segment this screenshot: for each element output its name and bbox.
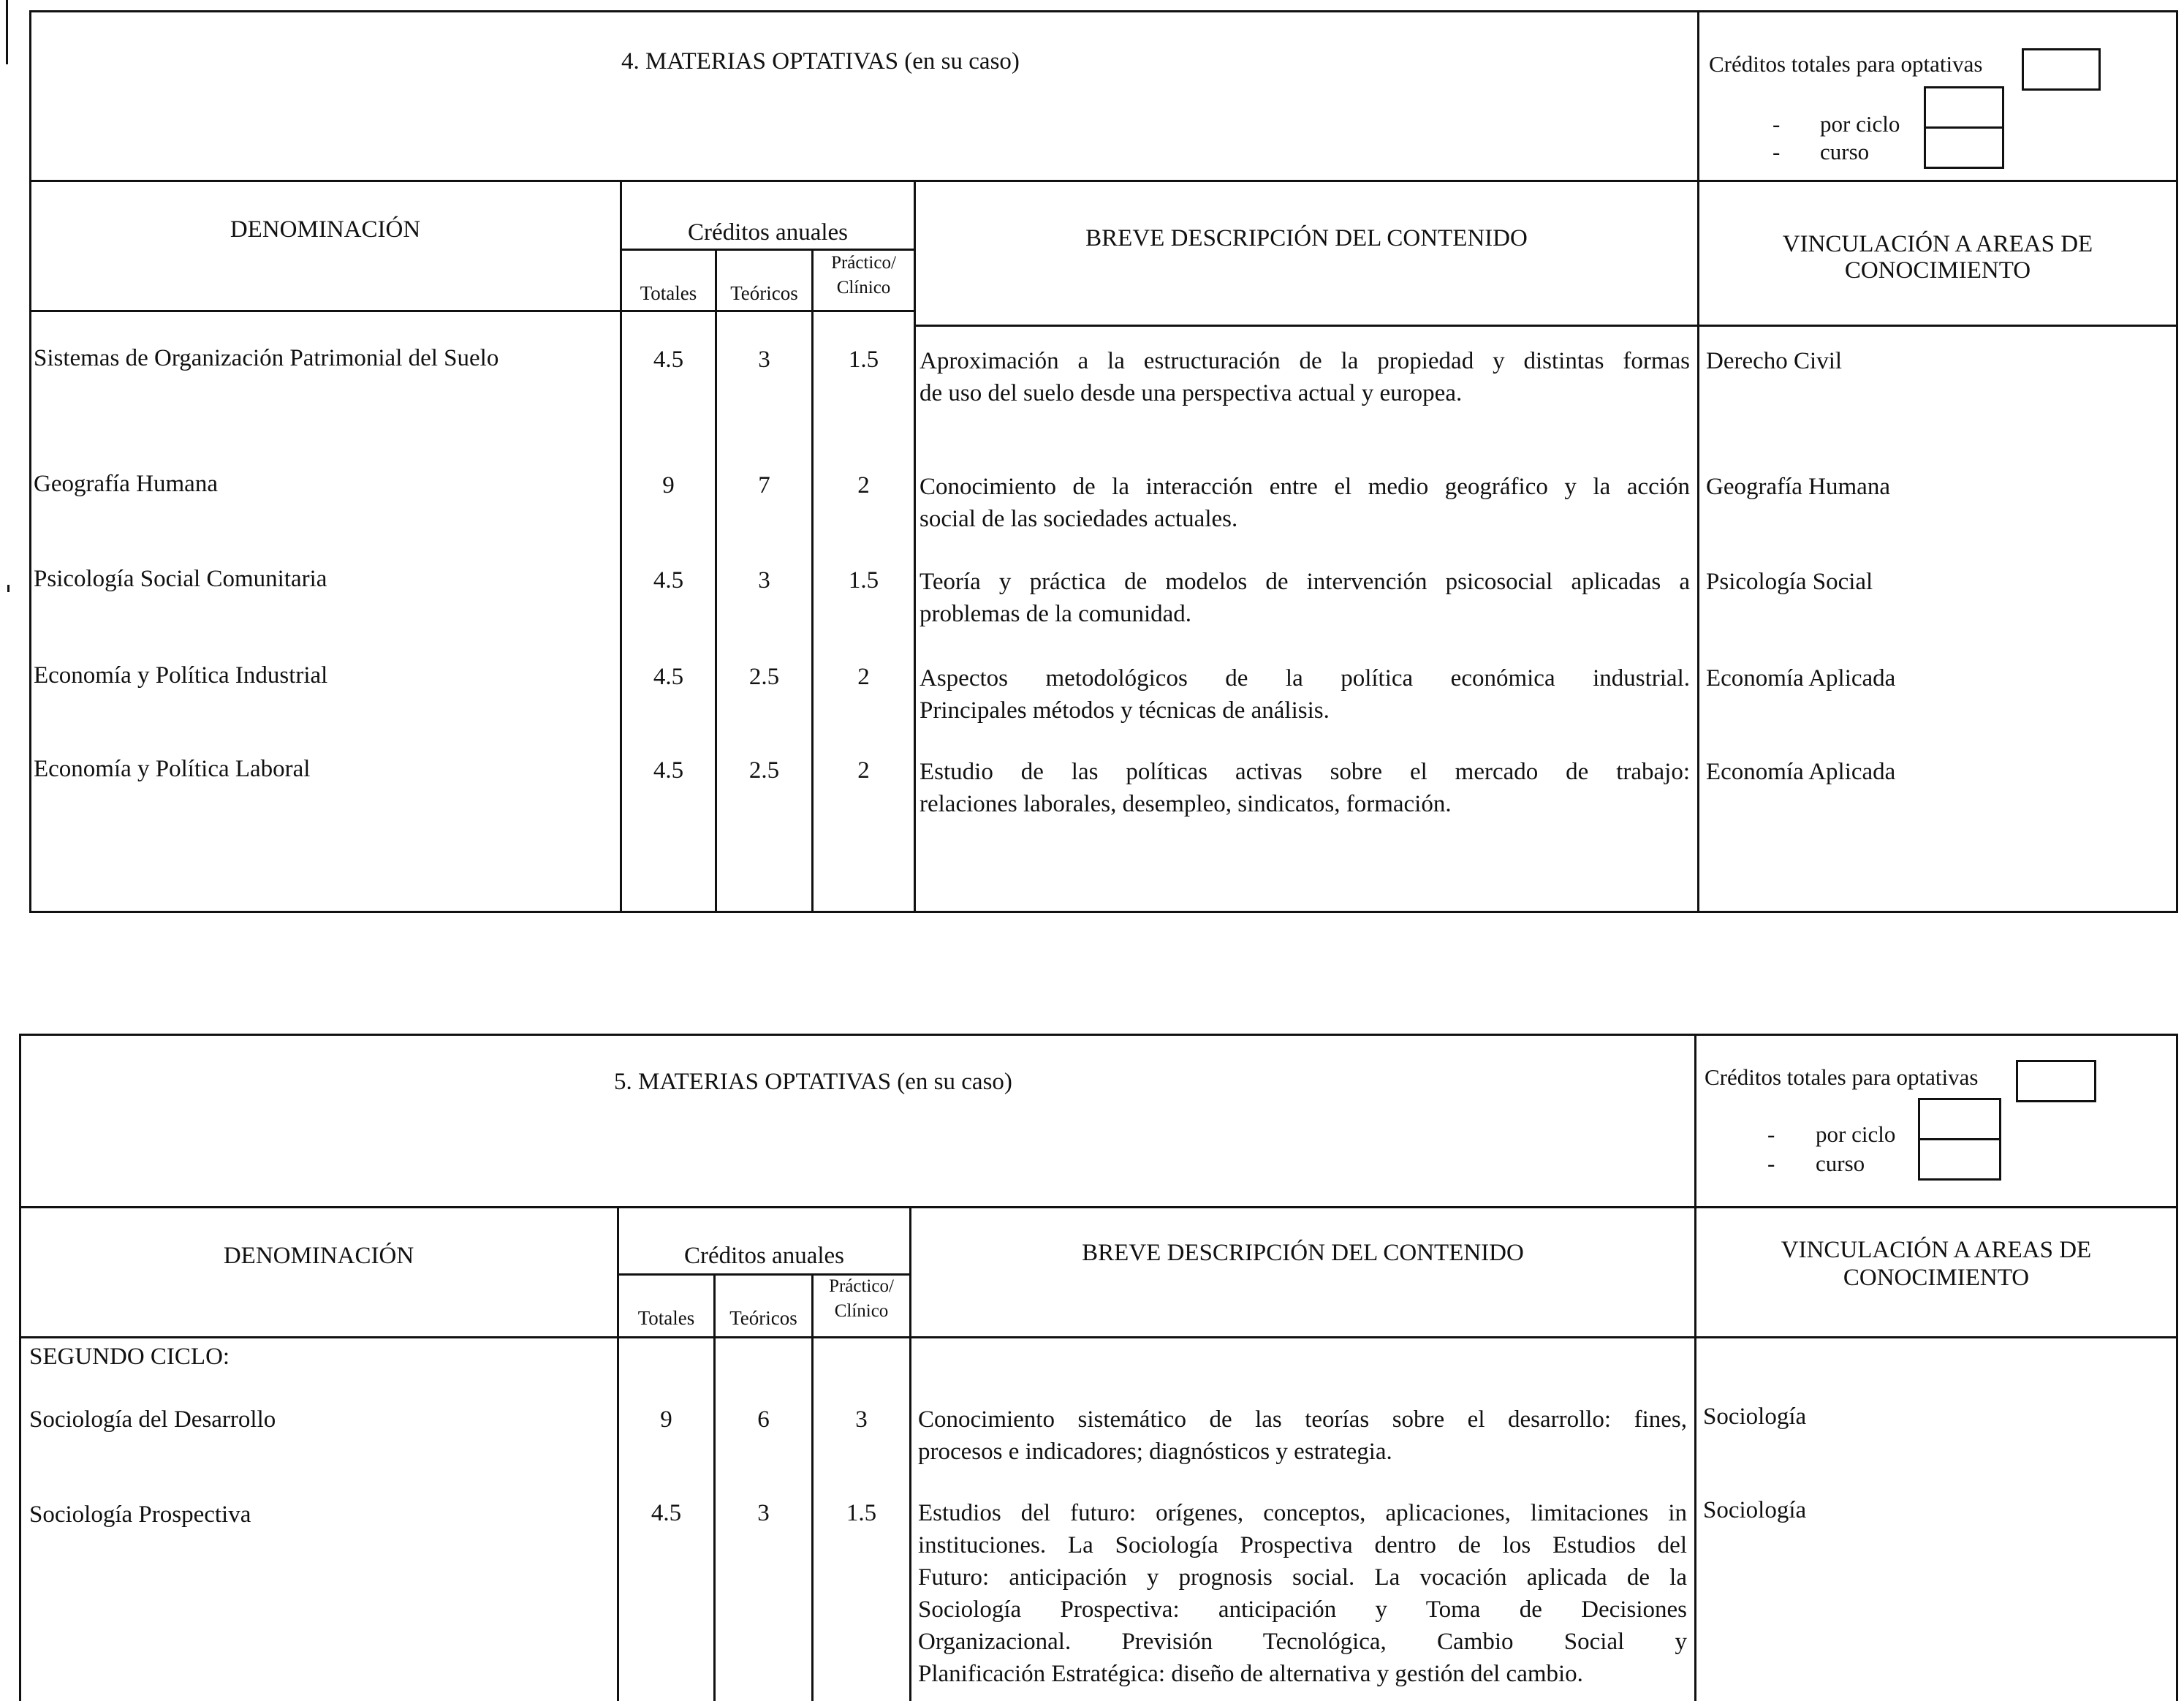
header-vinculacion: VINCULACIÓN A AREAS DE xyxy=(1781,1237,2092,1263)
row-description xyxy=(920,566,1690,630)
row-description xyxy=(918,1403,1687,1468)
course-box xyxy=(1918,1138,2001,1181)
header-creditos: Créditos anuales xyxy=(683,1243,845,1269)
header-vinculacion: VINCULACIÓN A AREAS DE xyxy=(1782,231,2093,257)
credits-total-box xyxy=(2022,48,2101,91)
per-cycle-box xyxy=(1918,1098,2001,1140)
description-line: procesos e indicadores; diagnósticos y estrategia. xyxy=(918,1439,1392,1465)
table-border xyxy=(29,310,914,312)
dash: - xyxy=(1772,139,1781,164)
row-description xyxy=(920,756,1690,820)
row-area: Psicología Social xyxy=(1706,569,1873,595)
row-area: Sociología xyxy=(1703,1497,1807,1523)
table-border xyxy=(29,10,2178,12)
row-practicos: 2 xyxy=(857,757,870,784)
table-title: 5. MATERIAS OPTATIVAS (en su caso) xyxy=(614,1069,1012,1095)
description-line: Planificación Estratégica: diseño de alternativa y gestión del cambio. xyxy=(918,1661,1583,1687)
header-descripcion: BREVE DESCRIPCIÓN DEL CONTENIDO xyxy=(1085,225,1528,251)
row-description xyxy=(920,345,1690,409)
table-border xyxy=(811,1273,814,1701)
row-name: Sistemas de Organización Patrimonial del Suelo xyxy=(34,345,499,371)
per-cycle-label: por ciclo xyxy=(1820,111,1900,137)
description-line: Conocimiento de la interacción entre el medio geográfico y la acción xyxy=(920,474,1690,500)
row-area: Sociología xyxy=(1703,1403,1807,1430)
table-border xyxy=(29,911,2178,913)
table-border xyxy=(2176,10,2178,913)
row-area: Derecho Civil xyxy=(1706,348,1843,374)
table-border xyxy=(914,325,2178,327)
header-teoricos: Teóricos xyxy=(729,1307,797,1329)
row-name: Psicología Social Comunitaria xyxy=(34,566,327,592)
header-denominacion: DENOMINACIÓN xyxy=(230,216,421,243)
row-totales: 9 xyxy=(662,472,675,499)
description-line: Teoría y práctica de modelos de intervención psicosocial aplicadas a xyxy=(920,569,1690,595)
description-line: Estudios del futuro: orígenes, conceptos, aplicaciones, limitaciones in xyxy=(918,1500,1687,1526)
dash: - xyxy=(1767,1121,1775,1147)
description-line: Estudio de las políticas activas sobre el mercado de trabajo: xyxy=(920,759,1690,785)
header-practico: Práctico/ xyxy=(829,1276,894,1296)
header-clinico: Clínico xyxy=(834,1301,889,1321)
course-label: curso xyxy=(1816,1151,1865,1176)
row-teoricos: 3 xyxy=(757,1500,770,1526)
table-border xyxy=(29,10,31,913)
table-border xyxy=(1694,1034,1696,1701)
course-box xyxy=(1924,126,2004,169)
description-line: Aproximación a la estructuración de la propiedad y distintas formas xyxy=(920,348,1690,374)
description-line: Futuro: anticipación y prognosis social. La vocación aplicada de la xyxy=(918,1564,1687,1591)
row-practicos: 1.5 xyxy=(848,567,879,594)
credits-total-box xyxy=(2016,1060,2096,1102)
table-border xyxy=(620,249,914,251)
row-name: Sociología Prospectiva xyxy=(29,1501,251,1528)
row-name: Economía y Política Laboral xyxy=(34,756,311,782)
header-clinico: Clínico xyxy=(836,278,891,298)
description-line: problemas de la comunidad. xyxy=(920,601,1192,627)
row-name: Sociología del Desarrollo xyxy=(29,1406,276,1433)
table-border xyxy=(909,1206,911,1701)
row-teoricos: 7 xyxy=(758,472,770,499)
table-border xyxy=(19,1034,21,1701)
header-teoricos: Teóricos xyxy=(730,282,798,304)
credits-total-label: Créditos totales para optativas xyxy=(1705,1064,1979,1090)
description-line: Aspectos metodológicos de la política económica industrial. xyxy=(920,665,1690,692)
scan-mark xyxy=(7,585,10,592)
table-border xyxy=(617,1206,619,1701)
scan-mark xyxy=(6,0,8,64)
header-practico: Práctico/ xyxy=(831,253,896,273)
header-creditos: Créditos anuales xyxy=(687,219,849,246)
header-descripcion: BREVE DESCRIPCIÓN DEL CONTENIDO xyxy=(1082,1240,1524,1266)
row-teoricos: 3 xyxy=(758,567,770,594)
row-area: Economía Aplicada xyxy=(1706,665,1896,692)
row-totales: 9 xyxy=(660,1406,672,1433)
header-totales: Totales xyxy=(637,1307,695,1329)
row-totales: 4.5 xyxy=(653,346,684,373)
description-line: relaciones laborales, desempleo, sindicatos, formación. xyxy=(920,791,1452,817)
table-border xyxy=(617,1273,909,1276)
description-line: Conocimiento sistemático de las teorías sobre el desarrollo: fines, xyxy=(918,1406,1687,1433)
row-description xyxy=(920,471,1690,535)
table-border xyxy=(29,180,2178,182)
credits-total-label: Créditos totales para optativas xyxy=(1709,51,1983,77)
table-border xyxy=(1697,10,1699,913)
table-border xyxy=(19,1206,2178,1208)
row-teoricos: 6 xyxy=(757,1406,770,1433)
row-practicos: 2 xyxy=(857,664,870,690)
row-totales: 4.5 xyxy=(653,757,684,784)
dash: - xyxy=(1772,111,1781,137)
row-teoricos: 2.5 xyxy=(748,757,780,784)
description-line: social de las sociedades actuales. xyxy=(920,506,1238,532)
row-area: Economía Aplicada xyxy=(1706,759,1896,785)
per-cycle-box xyxy=(1924,86,2004,129)
row-totales: 4.5 xyxy=(653,567,684,594)
table-border xyxy=(19,1336,2178,1338)
dash: - xyxy=(1767,1151,1775,1176)
row-description xyxy=(920,662,1690,727)
table-border xyxy=(19,1034,2178,1036)
row-description xyxy=(918,1497,1687,1690)
course-label: curso xyxy=(1820,139,1870,164)
table-border xyxy=(914,180,916,913)
row-practicos: 2 xyxy=(857,472,870,499)
row-practicos: 1.5 xyxy=(846,1500,877,1526)
header-vinculacion: CONOCIMIENTO xyxy=(1844,257,2031,284)
description-line: Organizacional. Previsión Tecnológica, Cambio Social y xyxy=(918,1629,1687,1655)
table-title: 4. MATERIAS OPTATIVAS (en su caso) xyxy=(621,48,1020,75)
header-vinculacion: CONOCIMIENTO xyxy=(1843,1265,2030,1291)
description-line: de uso del suelo desde una perspectiva actual y europea. xyxy=(920,380,1463,406)
row-teoricos: 2.5 xyxy=(748,664,780,690)
description-line: instituciones. La Sociología Prospectiva dentro de los Estudios del xyxy=(918,1532,1687,1558)
row-practicos: 3 xyxy=(855,1406,868,1433)
row-name: Geografía Humana xyxy=(34,471,218,497)
header-totales: Totales xyxy=(640,282,697,304)
description-line: Principales métodos y técnicas de análisis. xyxy=(920,697,1330,724)
row-totales: 4.5 xyxy=(651,1500,682,1526)
table-border xyxy=(713,1273,716,1701)
description-line: Sociología Prospectiva: anticipación y Toma de Decisiones xyxy=(918,1596,1687,1623)
row-totales: 4.5 xyxy=(653,664,684,690)
table-border xyxy=(2176,1034,2178,1701)
row-teoricos: 3 xyxy=(758,346,770,373)
row-name: Economía y Política Industrial xyxy=(34,662,328,689)
row-practicos: 1.5 xyxy=(848,346,879,373)
header-denominacion: DENOMINACIÓN xyxy=(223,1243,414,1269)
per-cycle-label: por ciclo xyxy=(1816,1121,1896,1147)
section-label: SEGUNDO CICLO: xyxy=(29,1344,230,1370)
row-area: Geografía Humana xyxy=(1706,474,1890,500)
